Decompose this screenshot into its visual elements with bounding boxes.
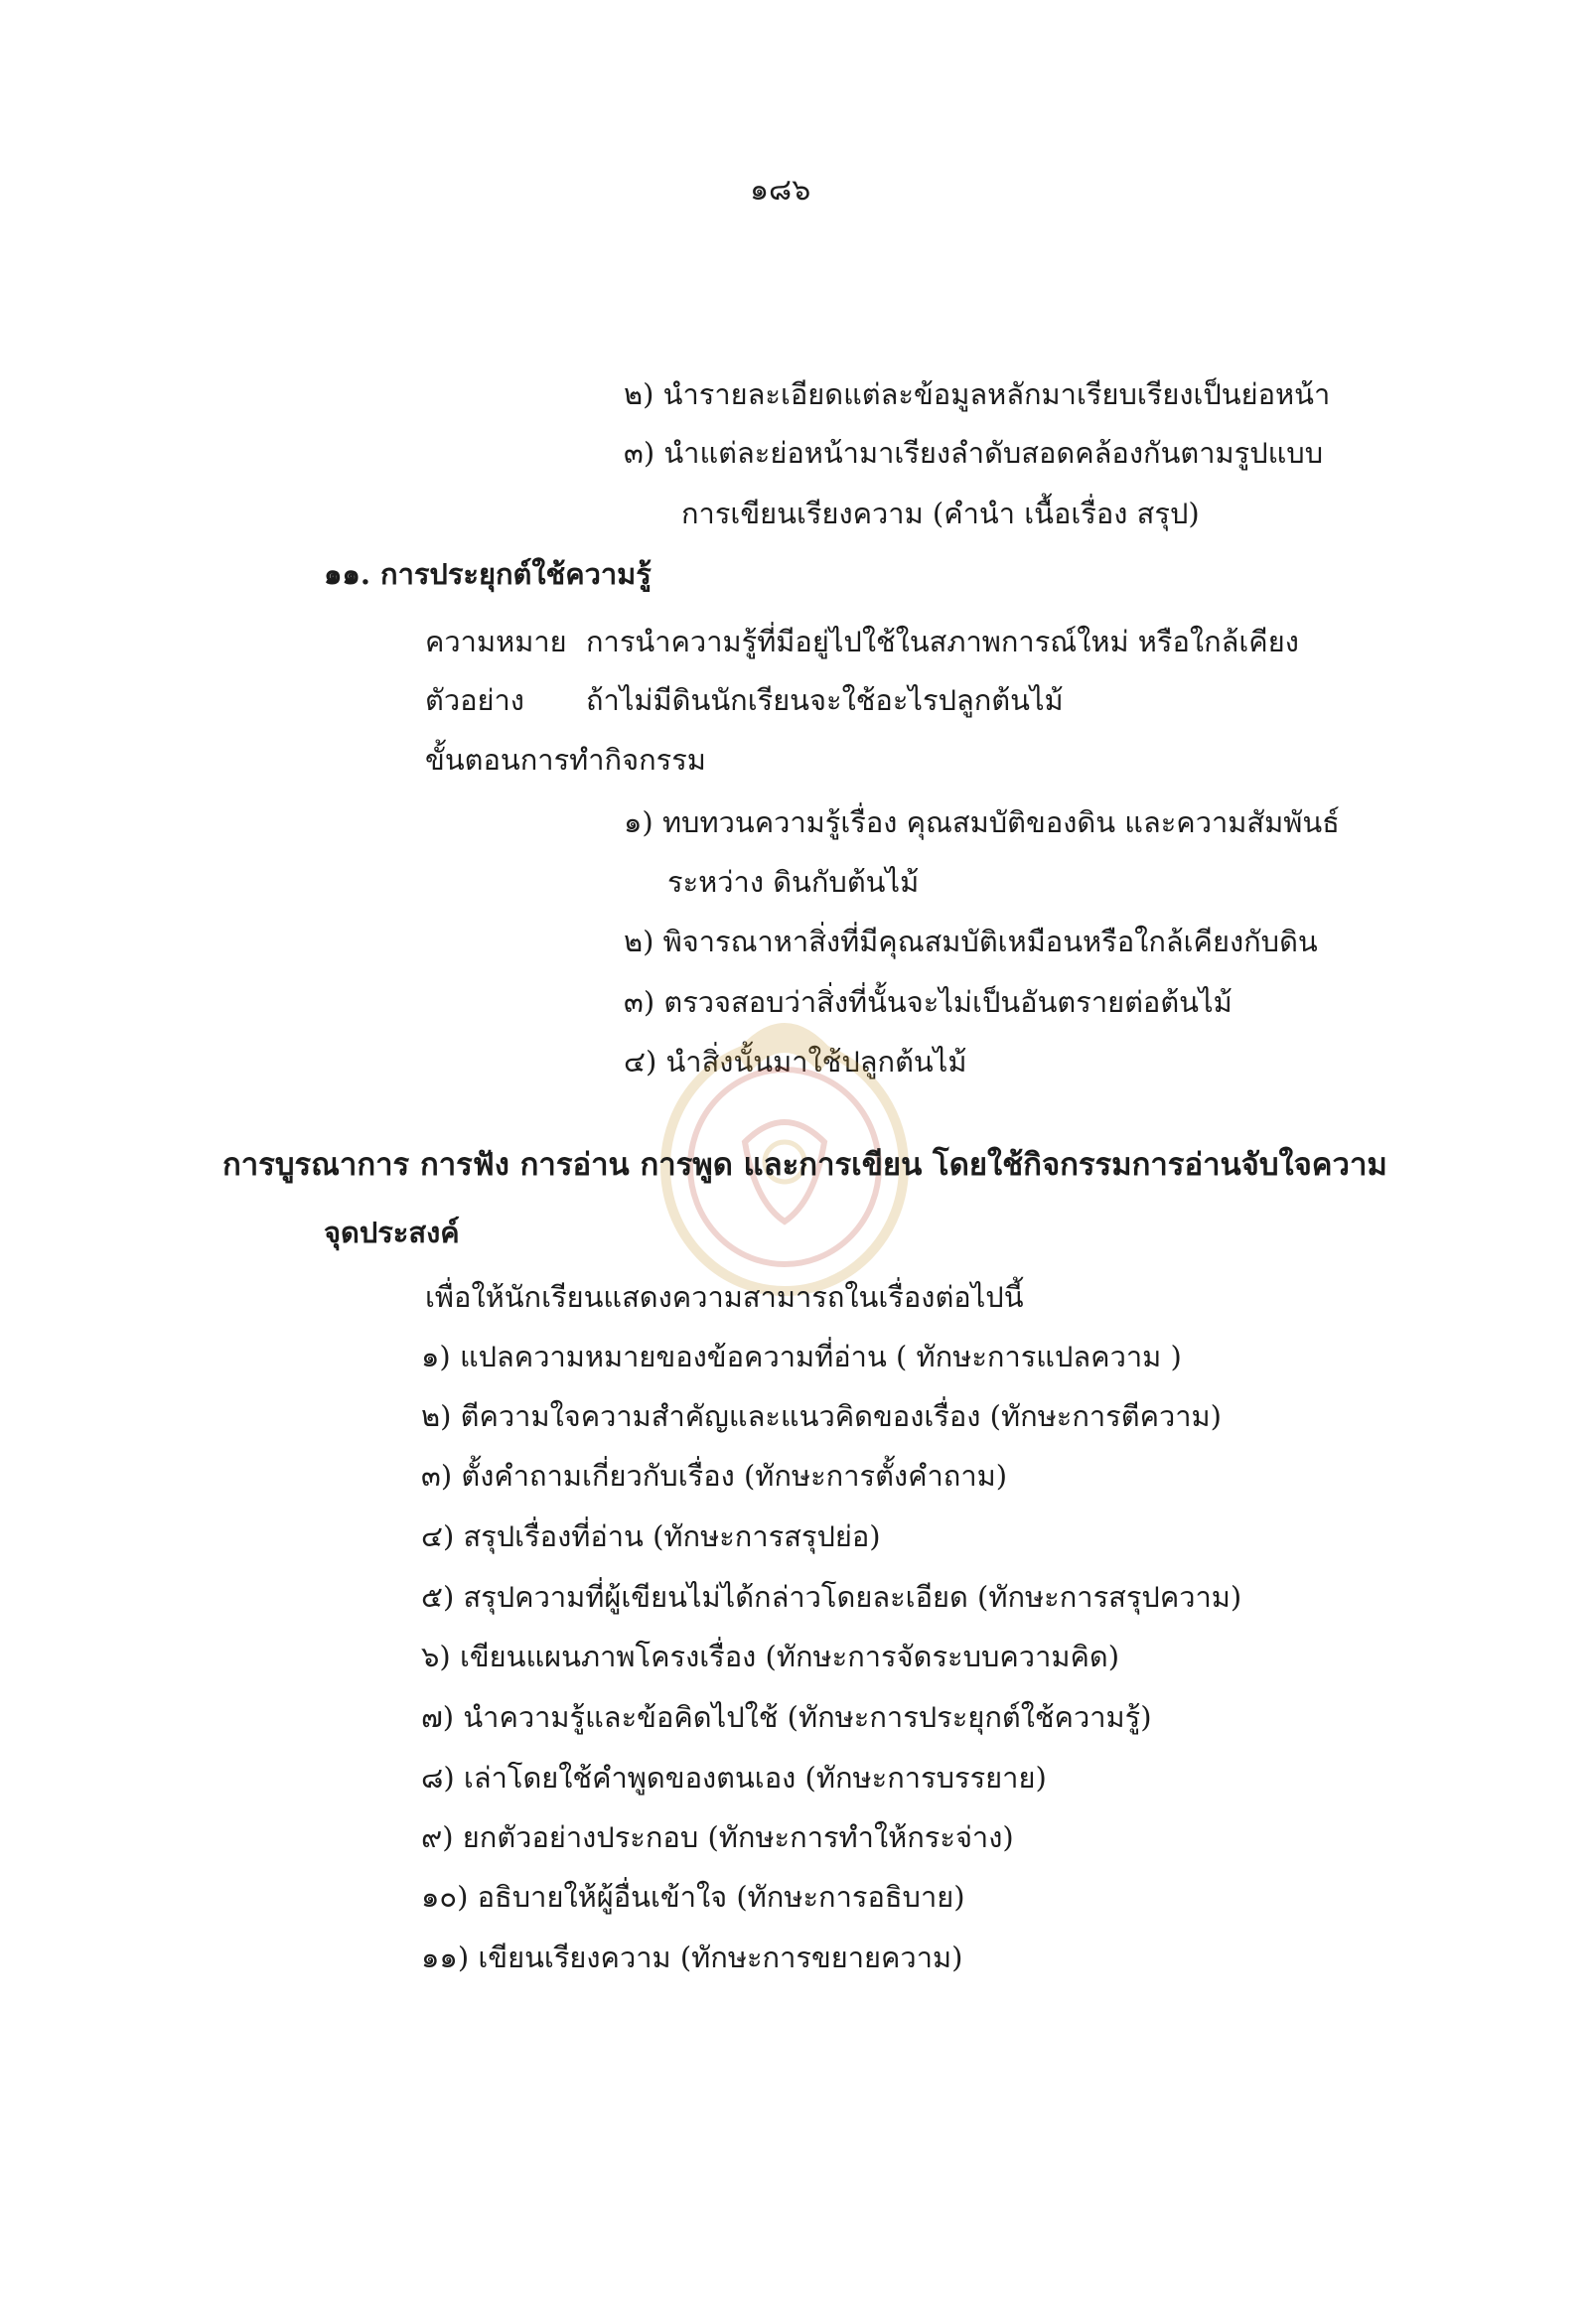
steps-label: ขั้นตอนการทำกิจกรรม: [425, 743, 706, 777]
objective-7: ๗) นำความรู้และข้อคิดไปใช้ (ทักษะการประยุกต์ใช้ความรู้): [421, 1700, 1152, 1734]
example-label: ตัวอย่าง: [425, 683, 524, 717]
objective-8: ๘) เล่าโดยใช้คำพูดของตนเอง (ทักษะการบรรยาย): [421, 1761, 1047, 1795]
purpose-intro: เพื่อให้นักเรียนแสดงความสามารถในเรื่องต่อไปนี้: [425, 1280, 1024, 1314]
objective-10: ๑๐) อธิบายให้ผู้อื่นเข้าใจ (ทักษะการอธิบาย): [421, 1880, 965, 1914]
objective-9: ๙) ยกตัวอย่างประกอบ (ทักษะการทำให้กระจ่าง): [421, 1820, 1014, 1854]
step-1: ๑) ทบทวนความรู้เรื่อง คุณสมบัติของดิน และความสัมพันธ์: [624, 805, 1340, 839]
step-3: ๓) ตรวจสอบว่าสิ่งที่นั้นจะไม่เป็นอันตรายต่อต้นไม้: [624, 985, 1233, 1019]
objective-5: ๕) สรุปความที่ผู้เขียนไม่ได้กล่าวโดยละเอียด (ทักษะการสรุปความ): [421, 1580, 1242, 1614]
objective-3: ๓) ตั้งคำถามเกี่ยวกับเรื่อง (ทักษะการตั้งคำถาม): [421, 1459, 1008, 1493]
step-2: ๒) พิจารณาหาสิ่งที่มีคุณสมบัติเหมือนหรือใกล้เคียงกับดิน: [624, 925, 1318, 958]
page-number: ๑๘๖: [750, 173, 811, 208]
objective-6: ๖) เขียนแผนภาพโครงเรื่อง (ทักษะการจัดระบบความคิด): [421, 1640, 1120, 1673]
section-11-title: ๑๑. การประยุกต์ใช้ความรู้: [324, 557, 652, 591]
cont-step-2: ๒) นำรายละเอียดแต่ละข้อมูลหลักมาเรียบเรียงเป็นย่อหน้า: [624, 377, 1331, 411]
objective-11: ๑๑) เขียนเรียงความ (ทักษะการขยายความ): [421, 1941, 963, 1974]
example-text: ถ้าไม่มีดินนักเรียนจะใช้อะไรปลูกต้นไม้: [586, 683, 1064, 717]
cont-step-3: ๓) นำแต่ละย่อหน้ามาเรียงลำดับสอดคล้องกันตามรูปแบบ: [624, 436, 1324, 470]
step-4: ๔) นำสิ่งนั้นมาใช้ปลูกต้นไม้: [624, 1045, 967, 1079]
cont-step-3-continuation: การเขียนเรียงความ (คำนำ เนื้อเรื่อง สรุป): [681, 497, 1200, 530]
meaning-label: ความหมาย: [425, 625, 567, 658]
meaning-text: การนำความรู้ที่มีอยู่ไปใช้ในสภาพการณ์ใหม่ หรือใกล้เคียง: [586, 625, 1299, 658]
objective-4: ๔) สรุปเรื่องที่อ่าน (ทักษะการสรุปย่อ): [421, 1519, 881, 1553]
step-1-continuation: ระหว่าง ดินกับต้นไม้: [667, 865, 920, 899]
integration-heading: การบูรณาการ การฟัง การอ่าน การพูด และการเขียน โดยใช้กิจกรรมการอ่านจับใจความ: [222, 1147, 1387, 1183]
objective-2: ๒) ตีความใจความสำคัญและแนวคิดของเรื่อง (ทักษะการตีความ): [421, 1399, 1222, 1433]
purpose-label: จุดประสงค์: [324, 1216, 460, 1249]
objective-1: ๑) แปลความหมายของข้อความที่อ่าน ( ทักษะการแปลความ ): [421, 1340, 1182, 1373]
